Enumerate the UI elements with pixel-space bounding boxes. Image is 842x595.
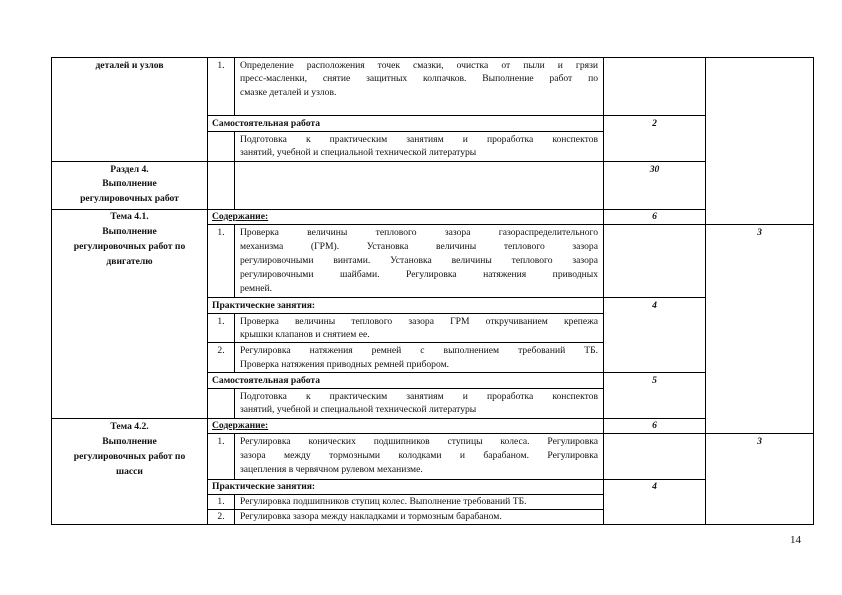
row-divider xyxy=(207,494,604,495)
topic-title: регулировочных работ по xyxy=(73,241,186,252)
topic-title: шасси xyxy=(116,466,143,477)
topic-title: двигателю xyxy=(106,256,153,267)
content-label: Содержание: xyxy=(212,211,269,222)
hours-value: 4 xyxy=(652,481,657,492)
hours-value: 2 xyxy=(652,118,657,129)
page-number: 14 xyxy=(790,534,801,546)
row-divider xyxy=(207,297,604,298)
row-divider xyxy=(207,372,604,373)
row-divider xyxy=(603,115,706,116)
row-divider xyxy=(207,388,604,389)
item-number: 1. xyxy=(217,60,225,71)
row-divider xyxy=(207,509,604,510)
topic-title: регулировочных работ по xyxy=(73,451,186,462)
section-title: Выполнение xyxy=(102,178,157,189)
row-divider xyxy=(207,479,604,480)
row-divider xyxy=(603,479,706,480)
row-divider xyxy=(51,161,706,162)
content-line: Проверка величины теплового зазора газораспределительного xyxy=(240,227,598,238)
practice-label: Практические занятия: xyxy=(212,481,316,492)
column-divider xyxy=(234,388,235,418)
level-value: 3 xyxy=(757,436,762,447)
item-number: 1. xyxy=(217,496,225,507)
practice-line: Регулировка зазора между накладками и тормозным барабаном. xyxy=(240,511,502,522)
self-study-label: Самостоятельная работа xyxy=(212,375,321,386)
row-divider xyxy=(207,131,604,132)
level-value: 3 xyxy=(757,227,762,238)
topic-title: Тема 4.1. xyxy=(110,211,149,222)
content-label: Содержание: xyxy=(212,420,269,431)
table-border-top xyxy=(51,57,814,58)
content-line: Определение расположения точек смазки, очистка от пыли и грязи xyxy=(240,60,598,71)
hours-value: 6 xyxy=(652,211,657,222)
self-study-line: Подготовка к практическим занятиям и проработка конспектов xyxy=(240,134,598,145)
item-number: 2. xyxy=(217,511,225,522)
topic-title: деталей и узлов xyxy=(95,60,164,71)
item-number: 2. xyxy=(217,345,225,356)
row-divider xyxy=(51,418,706,419)
content-line: пресс-масленки, снятие защитных колпачков. Выполнение работ по xyxy=(240,73,598,84)
practice-label: Практические занятия: xyxy=(212,300,316,311)
column-divider xyxy=(234,433,235,479)
hours-value: 6 xyxy=(652,420,657,431)
topic-title: Выполнение xyxy=(102,226,157,237)
column-divider xyxy=(234,57,235,115)
content-line: механизма (ГРМ). Установка величины теплового зазора xyxy=(240,241,598,252)
table-border-bottom xyxy=(51,524,814,525)
row-divider xyxy=(51,209,706,210)
practice-line: крышки клапанов и снятием ее. xyxy=(240,329,370,340)
self-study-line: занятий, учебной и специальной технической литературы xyxy=(240,147,477,158)
content-line: Регулировка конических подшипников ступицы колеса. Регулировка xyxy=(240,436,598,447)
content-line: ремней. xyxy=(240,283,273,294)
row-divider xyxy=(207,224,814,225)
self-study-line: занятий, учебной и специальной технической литературы xyxy=(240,404,477,415)
self-study-line: Подготовка к практическим занятиям и проработка конспектов xyxy=(240,391,598,402)
practice-line: Проверка величины теплового зазора ГРМ откручиванием крепежа xyxy=(240,316,598,327)
column-divider xyxy=(234,224,235,297)
practice-line: Регулировка подшипников ступиц колес. Выполнение требований ТБ. xyxy=(240,496,527,507)
topic-title: Тема 4.2. xyxy=(110,421,149,432)
content-line: регулировочными винтами. Установка величины теплового зазора xyxy=(240,255,598,266)
item-number: 1. xyxy=(217,316,225,327)
section-title: Раздел 4. xyxy=(110,164,149,175)
content-line: зацепления в червячном рулевом механизме. xyxy=(240,464,423,475)
hours-value: 5 xyxy=(652,375,657,386)
column-divider xyxy=(234,161,235,209)
row-divider xyxy=(207,115,604,116)
row-divider xyxy=(603,297,706,298)
table-border-right xyxy=(813,57,814,525)
content-line: регулировочными шайбами. Регулировка натяжения приводных xyxy=(240,269,598,280)
row-divider xyxy=(603,372,706,373)
topic-title: Выполнение xyxy=(102,436,157,447)
column-divider xyxy=(234,131,235,161)
row-divider xyxy=(207,313,604,314)
item-number: 1. xyxy=(217,436,225,447)
self-study-label: Самостоятельная работа xyxy=(212,118,321,129)
section-title: регулировочных работ xyxy=(80,193,179,204)
content-line: смазке деталей и узлов. xyxy=(240,87,337,98)
column-divider xyxy=(705,57,706,525)
column-divider xyxy=(207,57,208,525)
row-divider xyxy=(207,433,814,434)
item-number: 1. xyxy=(217,227,225,238)
hours-value: 4 xyxy=(652,300,657,311)
row-divider xyxy=(207,342,604,343)
practice-line: Регулировка натяжения ремней с выполнением требований ТБ. xyxy=(240,345,598,356)
hours-value: 30 xyxy=(649,164,660,175)
content-line: зазора между тормозными колодками и барабаном. Регулировка xyxy=(240,450,598,461)
practice-line: Проверка натяжения приводных ремней прибором. xyxy=(240,359,450,370)
